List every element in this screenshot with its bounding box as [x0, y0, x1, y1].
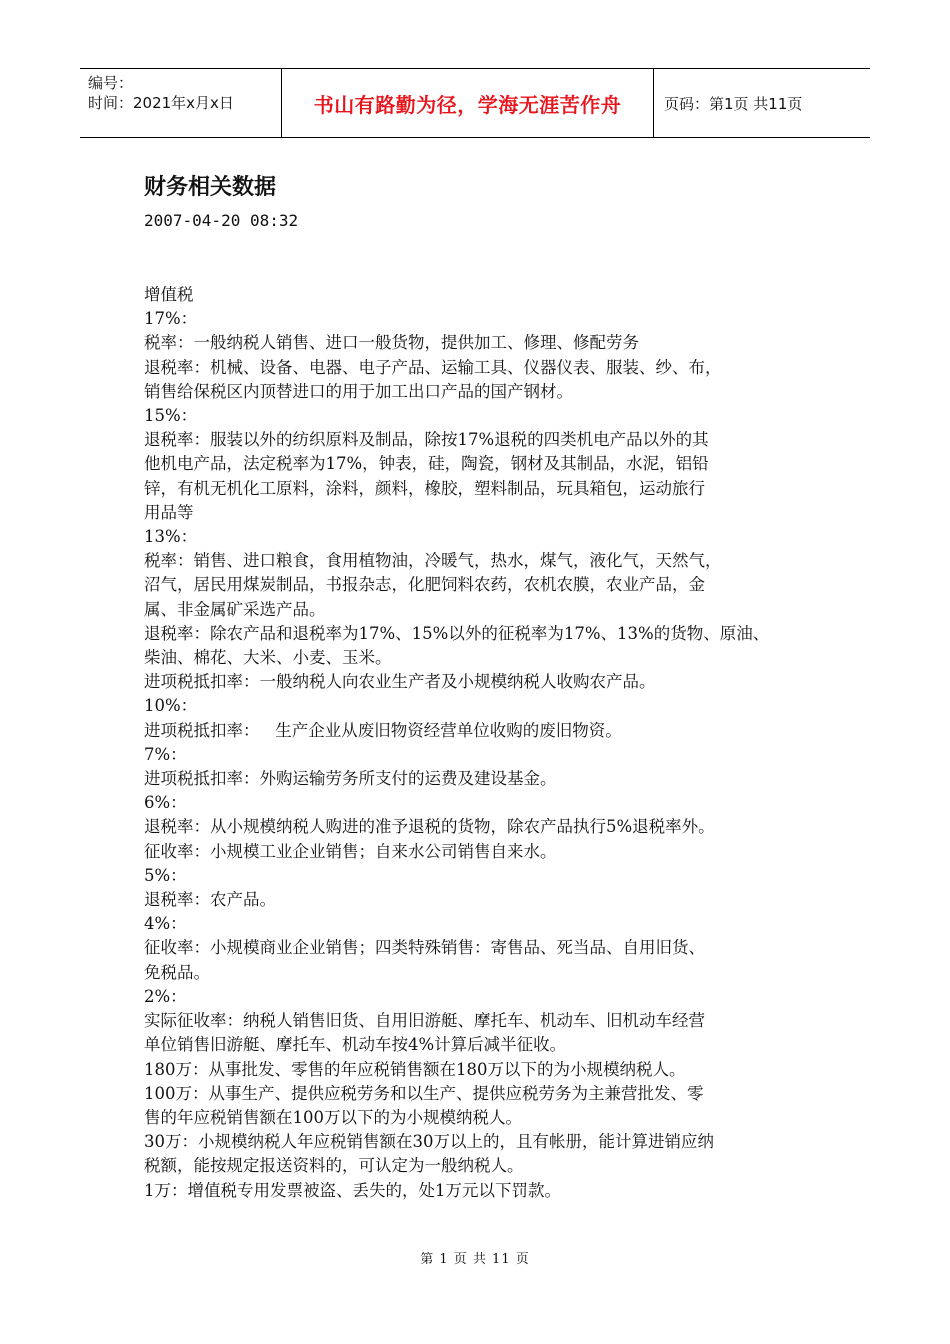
document-body — [144, 283, 834, 1203]
body-line: 30万：小规模纳税人年应税销售额在30万以上的，且有帐册，能计算进销应纳 — [144, 1132, 714, 1152]
body-line: 5%： — [144, 865, 187, 885]
body-line: 15%： — [144, 406, 198, 426]
body-line: 1万：增值税专用发票被盗、丢失的，处1万元以下罚款。 — [144, 1180, 561, 1200]
page-footer: 第 1 页 共 11 页 — [420, 1252, 530, 1267]
body-line: 税率：一般纳税人销售、进口一般货物，提供加工、修理、修配劳务 — [144, 333, 639, 353]
body-line: 免税品。 — [144, 962, 210, 982]
body-line: 单位销售旧游艇、摩托车、机动车按4%计算后减半征收。 — [144, 1035, 567, 1055]
body-line: 售的年应税销售额在100万以下的为小规模纳税人。 — [144, 1107, 522, 1127]
body-line: 180万：从事批发、零售的年应税销售额在180万以下的为小规模纳税人。 — [144, 1059, 686, 1079]
document-title: 财务相关数据 — [144, 175, 277, 200]
body-line: 13%： — [144, 527, 198, 547]
body-line: 沼气，居民用煤炭制品，书报杂志，化肥饲料农药，农机农膜，农业产品，金 — [144, 575, 705, 595]
header-page-info: 页码：第1页 共11页 — [664, 94, 803, 113]
body-line: 退税率：从小规模纳税人购进的准予退税的货物，除农产品执行5%退税率外。 — [144, 817, 715, 837]
header-motto: 书山有路勤为径，学海无涯苦作舟 — [282, 69, 654, 137]
body-line: 10%： — [144, 696, 198, 716]
body-line: 实际征收率：纳税人销售旧货、自用旧游艇、摩托车、机动车、旧机动车经营 — [144, 1011, 705, 1031]
body-line: 进项税抵扣率：一般纳税人向农业生产者及小规模纳税人收购农产品。 — [144, 672, 656, 692]
body-line: 征收率：小规模商业企业销售；四类特殊销售：寄售品、死当品、自用旧货、 — [144, 938, 705, 958]
body-line: 属、非金属矿采选产品。 — [144, 599, 326, 619]
body-line: 税率：销售、进口粮食，食用植物油，冷暖气，热水，煤气，液化气，天然气， — [144, 551, 722, 571]
body-line: 柴油、棉花、大米、小麦、玉米。 — [144, 648, 392, 668]
body-line: 退税率：除农产品和退税率为17%、15%以外的征税率为17%、13%的货物、原油、 — [144, 623, 770, 643]
body-line: 退税率：农产品。 — [144, 890, 276, 910]
body-line: 税额，能按规定报送资料的，可认定为一般纳税人。 — [144, 1156, 524, 1176]
body-line: 进项税抵扣率：外购运输劳务所支付的运费及建设基金。 — [144, 769, 557, 789]
header-meta — [80, 69, 282, 137]
body-line: 退税率：服装以外的纺织原料及制品，除按17%退税的四类机电产品以外的其 — [144, 430, 709, 450]
body-line: 2%： — [144, 986, 187, 1006]
body-line: 他机电产品，法定税率为17%，钟表，硅，陶瓷，钢材及其制品，水泥，铝铅 — [144, 454, 709, 474]
body-line: 7%： — [144, 744, 187, 764]
body-line: 进项税抵扣率： 生产企业从废旧物资经营单位收购的废旧物资。 — [144, 720, 622, 740]
header-time-label: 时间：2021年x月x日 — [88, 94, 234, 112]
body-line: 锌，有机无机化工原料，涂料，颜料，橡胶，塑料制品，玩具箱包，运动旅行 — [144, 478, 705, 498]
body-line: 100万：从事生产、提供应税劳务和以生产、提供应税劳务为主兼营批发、零 — [144, 1083, 704, 1103]
body-line: 销售给保税区内顶替进口的用于加工出口产品的国产钢材。 — [144, 381, 573, 401]
header-number-label: 编号： — [88, 74, 134, 92]
body-line: 征收率：小规模工业企业销售；自来水公司销售自来水。 — [144, 841, 557, 861]
body-line: 用品等 — [144, 502, 194, 522]
body-line: 4%： — [144, 914, 187, 934]
body-line: 增值税 — [144, 285, 194, 304]
page-header — [80, 68, 870, 138]
body-line: 6%： — [144, 793, 187, 813]
body-line: 17%： — [144, 309, 198, 329]
document-date: 2007-04-20 08:32 — [144, 211, 299, 230]
body-line: 退税率：机械、设备、电器、电子产品、运输工具、仪器仪表、服装、纱、布， — [144, 357, 722, 377]
